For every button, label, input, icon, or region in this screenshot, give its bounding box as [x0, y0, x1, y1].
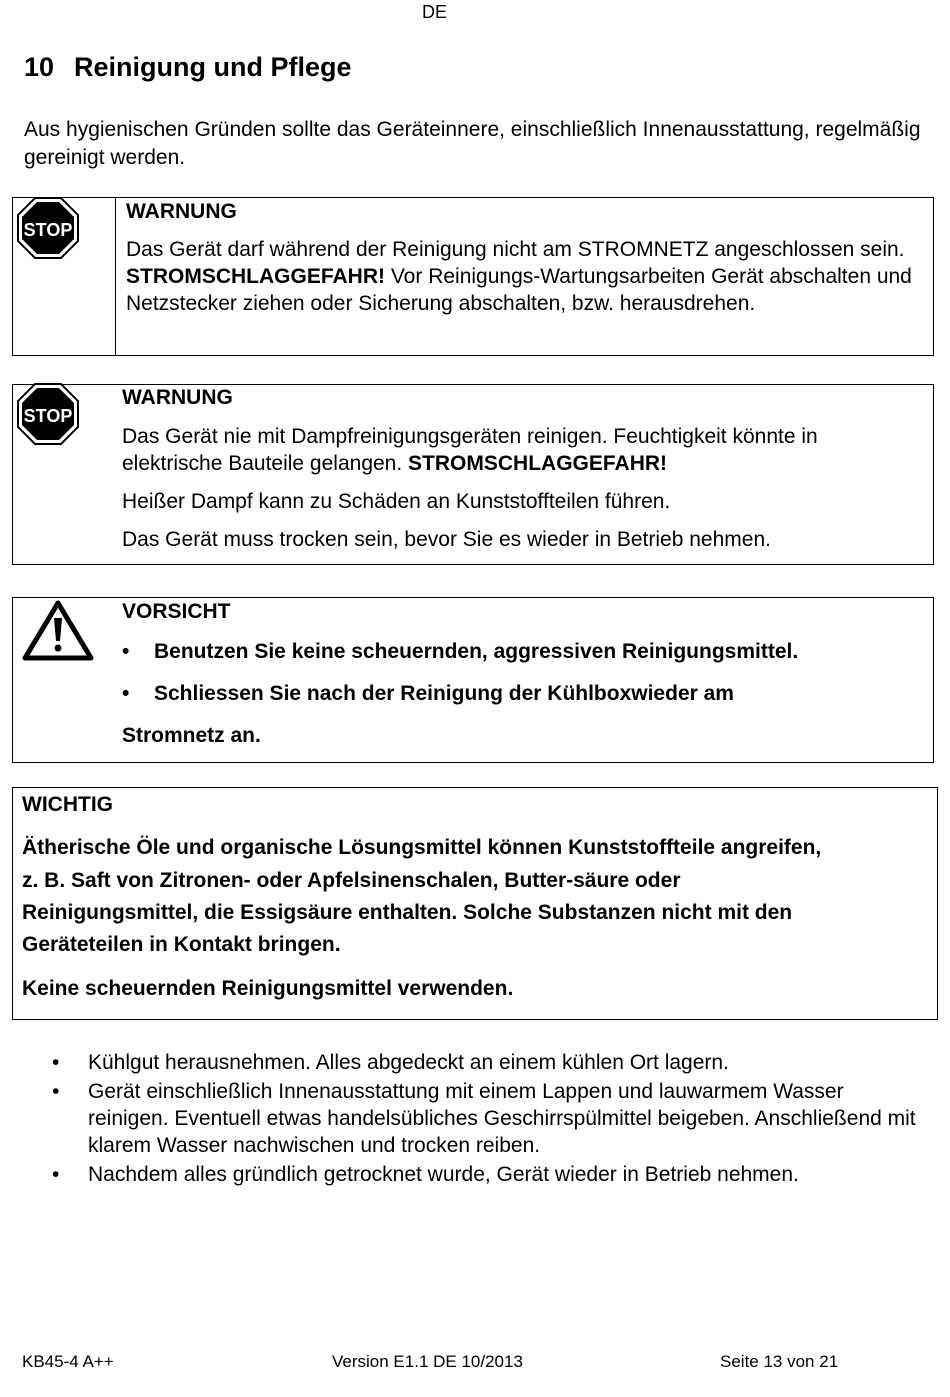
caution-title: VORSICHT	[122, 600, 231, 623]
footer-version: Version E1.1 DE 10/2013	[332, 1352, 523, 1371]
list-item-text: Kühlgut herausnehmen. Alles abgedeckt an einem kühlen Ort lagern.	[88, 1051, 729, 1074]
bullet: •	[52, 1163, 60, 1186]
warning-2-danger: STROMSCHLAGGEFAHR!	[408, 452, 668, 475]
caution-item-text: Schliessen Sie nach der Reinigung der Kühlboxwieder am	[154, 682, 734, 705]
warning-1-text	[126, 236, 926, 317]
caution-item-text: Benutzen Sie keine scheuernden, aggressiven Reinigungsmittel.	[154, 640, 799, 663]
warning-2-text	[122, 423, 922, 477]
svg-text:STOP: STOP	[23, 406, 73, 426]
stop-sign-icon	[17, 383, 79, 445]
warning-2-line-3: Das Gerät muss trocken sein, bevor Sie es wieder in Betrieb nehmen.	[122, 528, 771, 551]
bullet: •	[122, 640, 130, 663]
section-title: Reinigung und Pflege	[74, 52, 352, 82]
warning-1-text-a: Das Gerät darf während der Reinigung nicht am STROMNETZ angeschlossen sein.	[126, 238, 905, 261]
warning-2-text-a: Das Gerät nie mit Dampfreinigungsgeräten reinigen. Feuchtigkeit könnte in elektrische Bauteile gelangen.	[122, 425, 818, 475]
important-line: Ätherische Öle und organische Lösungsmittel können Kunststoffteile angreifen,	[22, 836, 822, 859]
bullet: •	[122, 682, 130, 705]
list-item-text: Gerät einschließlich Innenausstattung mit einem Lappen und lauwarmem Wasser reinigen. Eventuell etwas handelsübliches Geschirrspülmittel beigeben. Anschließend mit klarem Wasser nachwischen und trocken reiben.	[88, 1080, 916, 1157]
warning-1-title: WARNUNG	[126, 200, 237, 223]
warning-1-danger: STROMSCHLAGGEFAHR!	[126, 265, 385, 288]
footer-page-number: Seite 13 von 21	[720, 1352, 839, 1371]
footer-model: KB45-4 A++	[22, 1352, 114, 1371]
section-number: 10	[24, 52, 55, 82]
intro-paragraph: Aus hygienischen Gründen sollte das Geräteinnere, einschließlich Innenausstattung, regelmäßig gereinigt werden.	[24, 118, 921, 169]
language-code: DE	[422, 2, 448, 22]
box-divider	[115, 198, 116, 355]
important-last: Keine scheuernden Reinigungsmittel verwenden.	[22, 977, 514, 1000]
svg-text:STOP: STOP	[23, 220, 73, 240]
bullet: •	[52, 1080, 60, 1103]
warning-2-line-2: Heißer Dampf kann zu Schäden an Kunststoffteilen führen.	[122, 490, 671, 513]
warning-triangle-icon	[22, 600, 94, 662]
section-heading	[24, 52, 352, 83]
important-line: Geräteteilen in Kontakt bringen.	[22, 933, 341, 956]
important-title: WICHTIG	[22, 793, 113, 816]
stop-sign-icon	[17, 197, 79, 259]
caution-continuation: Stromnetz an.	[122, 724, 261, 747]
bullet: •	[52, 1051, 60, 1074]
warning-1-text-b: Vor Reinigungs-Wartungsarbeiten Gerät abschalten und Netzstecker ziehen oder Sicherung abschalten, bzw. herausdrehen.	[126, 265, 912, 315]
important-line: Reinigungsmittel, die Essigsäure enthalten. Solche Substanzen nicht mit den	[22, 901, 793, 924]
warning-2-title: WARNUNG	[122, 386, 233, 409]
important-line: z. B. Saft von Zitronen- oder Apfelsinenschalen, Butter-säure oder	[22, 869, 681, 892]
list-item-text: Nachdem alles gründlich getrocknet wurde, Gerät wieder in Betrieb nehmen.	[88, 1163, 799, 1186]
